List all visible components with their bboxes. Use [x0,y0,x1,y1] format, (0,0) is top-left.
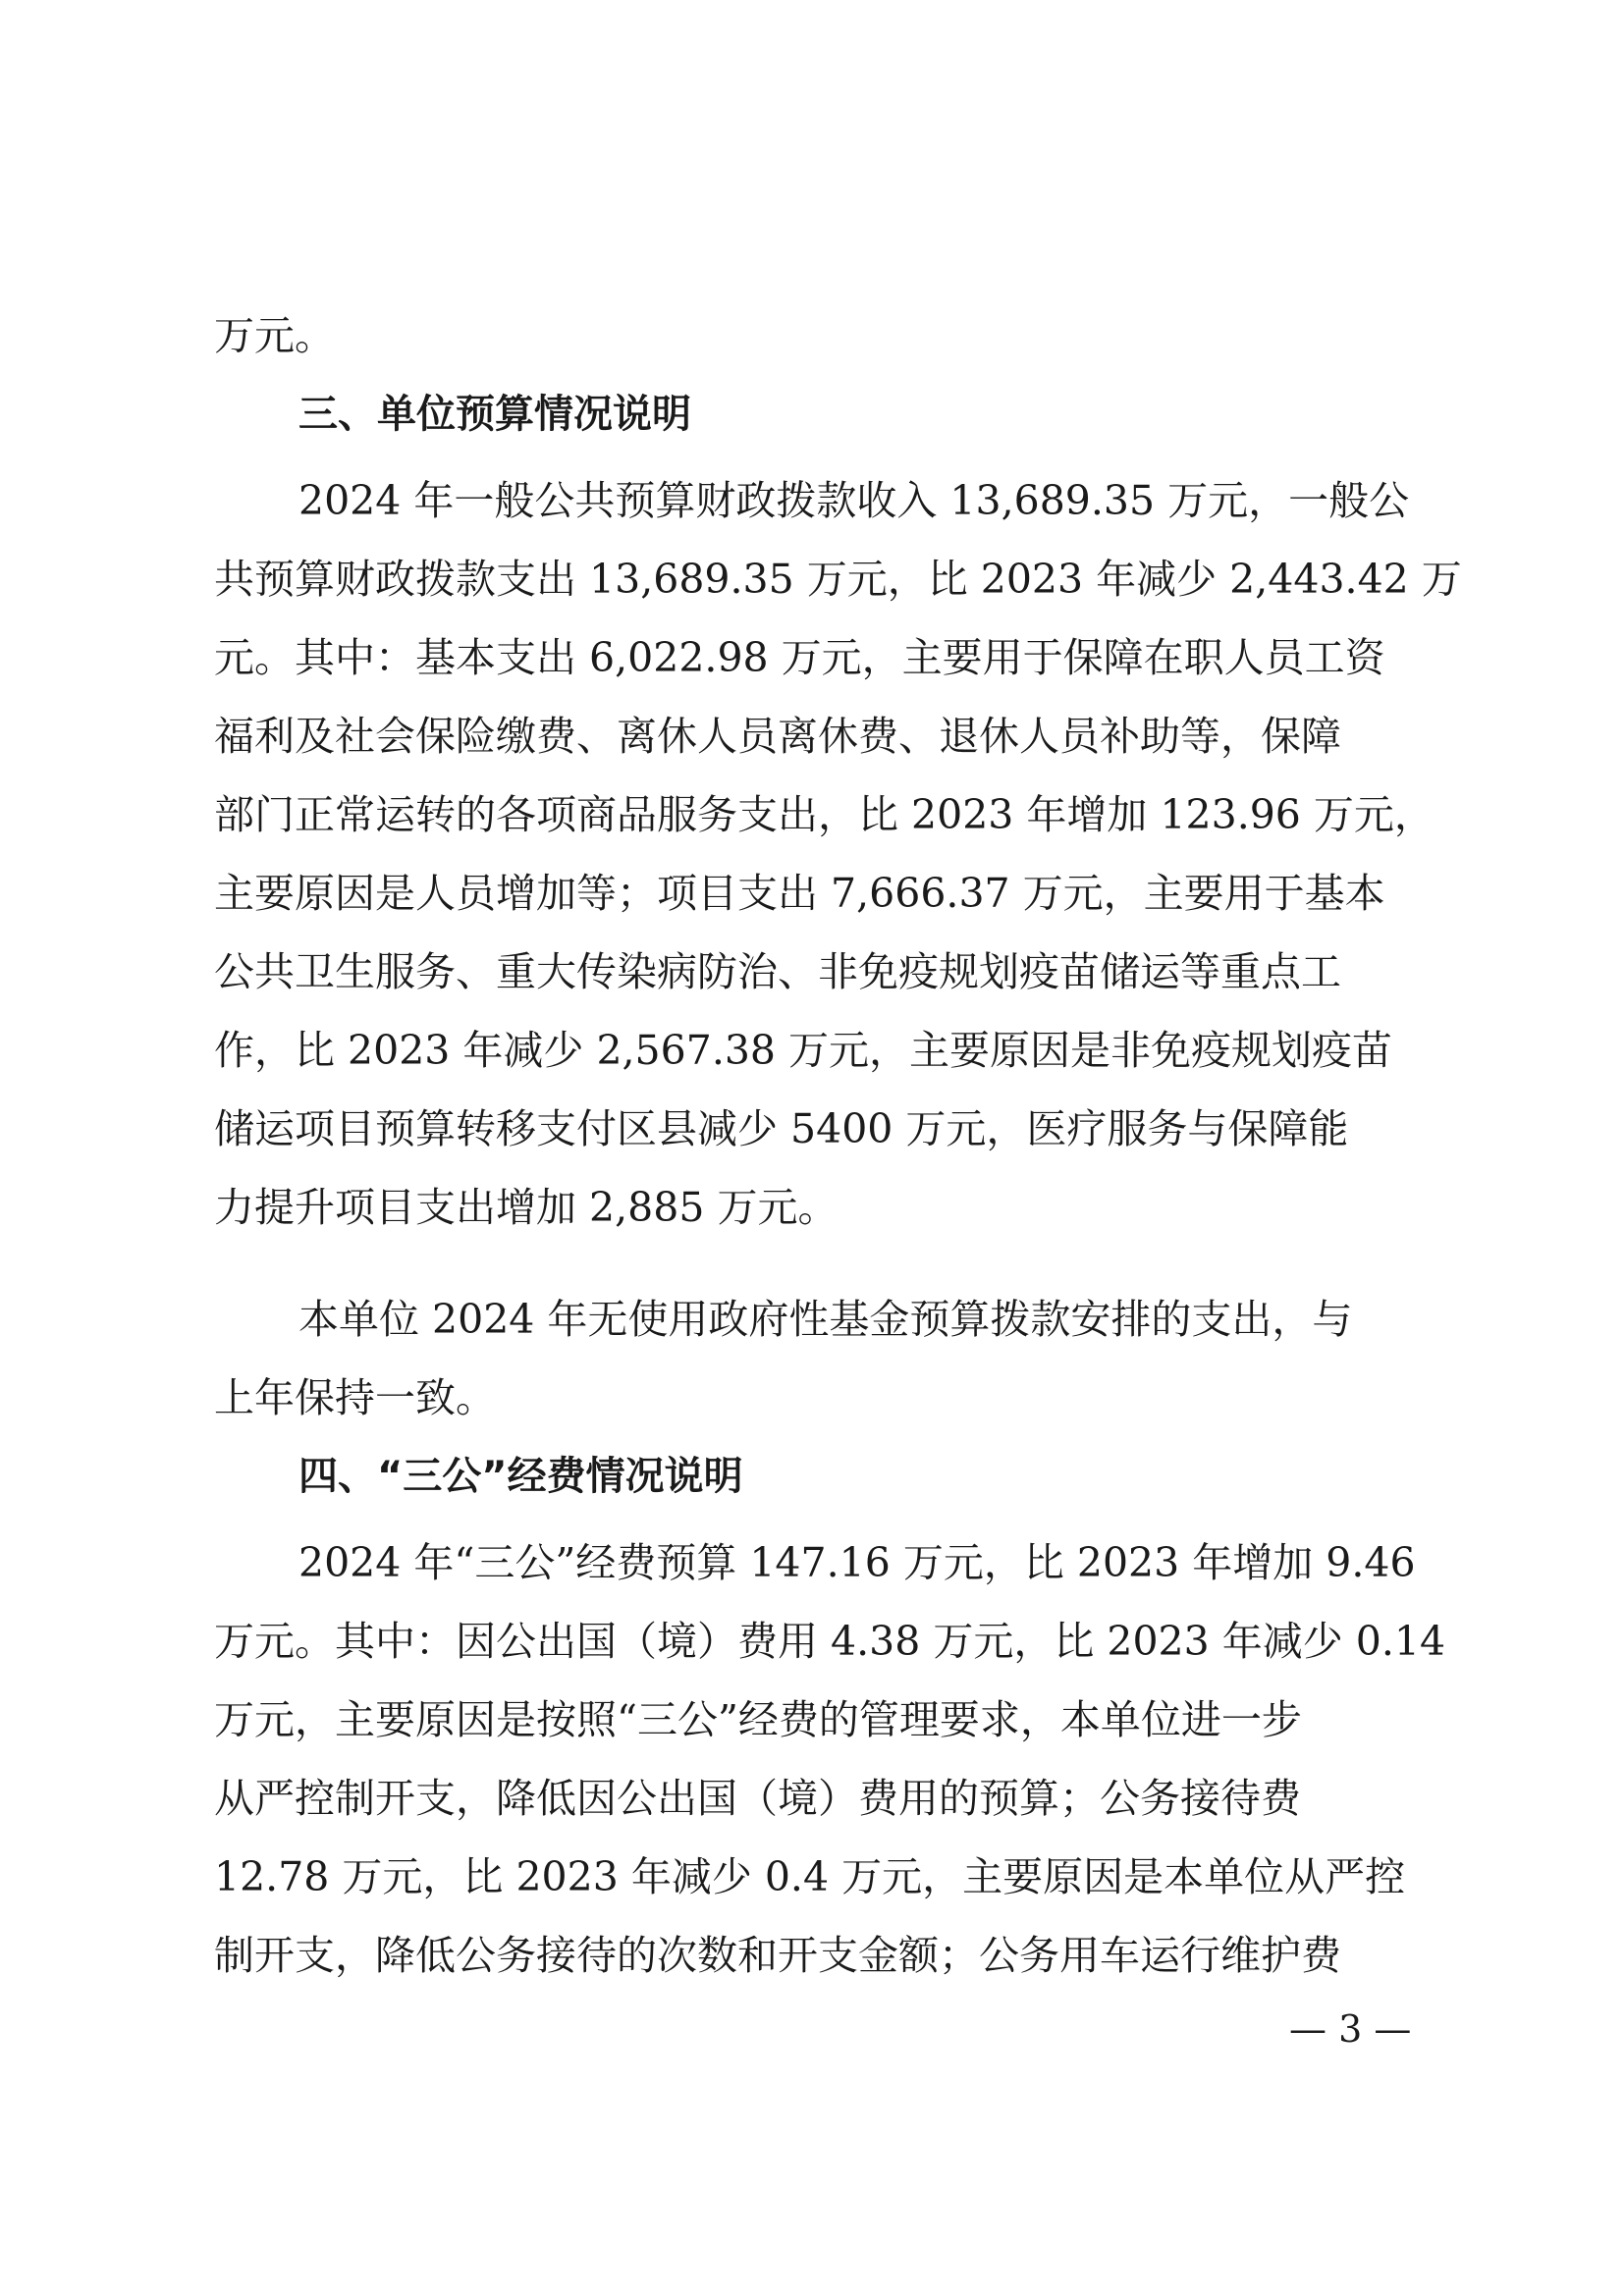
text-line-9: 作，比 2023 年减少 2,567.38 万元，主要原因是非免疫规划疫苗 [214,1027,1393,1074]
text-line-4: 元。其中：基本支出 6,022.98 万元，主要用于保障在职人员工资 [214,634,1385,681]
text-line-1: 万元。 [214,312,335,359]
section-heading-3: 三、单位预算情况说明 [298,392,691,437]
text-line-8: 公共卫生服务、重大传染病防治、非免疫规划疫苗储运等重点工 [214,948,1341,995]
text-line-16: 万元，主要原因是按照“三公”经费的管理要求，本单位进一步 [214,1696,1302,1743]
text-line-18: 12.78 万元，比 2023 年减少 0.4 万元，主要原因是本单位从严控 [214,1853,1406,1900]
text-line-10: 储运项目预算转移支付区县减少 5400 万元，医疗服务与保障能 [214,1105,1349,1152]
text-line-7: 主要原因是人员增加等；项目支出 7,666.37 万元，主要用于基本 [214,870,1385,917]
text-line-5: 福利及社会保险缴费、离休人员离休费、退休人员补助等，保障 [214,713,1341,760]
text-line-12: 本单位 2024 年无使用政府性基金预算拨款安排的支出，与 [298,1296,1353,1343]
page-number: — 3 — [1289,2007,1412,2051]
text-line-17: 从严控制开支，降低因公出国（境）费用的预算；公务接待费 [214,1775,1301,1822]
text-line-13: 上年保持一致。 [214,1374,496,1421]
text-line-2: 2024 年一般公共预算财政拨款收入 13,689.35 万元，一般公 [298,477,1410,524]
text-line-14: 2024 年“三公”经费预算 147.16 万元，比 2023 年增加 9.46 [298,1539,1416,1586]
text-line-11: 力提升项目支出增加 2,885 万元。 [214,1184,839,1231]
text-line-19: 制开支，降低公务接待的次数和开支金额；公务用车运行维护费 [214,1932,1341,1979]
text-line-6: 部门正常运转的各项商品服务支出，比 2023 年增加 123.96 万元， [214,791,1435,838]
text-line-3: 共预算财政拨款支出 13,689.35 万元，比 2023 年减少 2,443.42 万 [214,556,1462,603]
section-heading-4: 四、“三公”经费情况说明 [298,1454,743,1499]
text-line-15: 万元。其中：因公出国（境）费用 4.38 万元，比 2023 年减少 0.14 [214,1618,1446,1665]
